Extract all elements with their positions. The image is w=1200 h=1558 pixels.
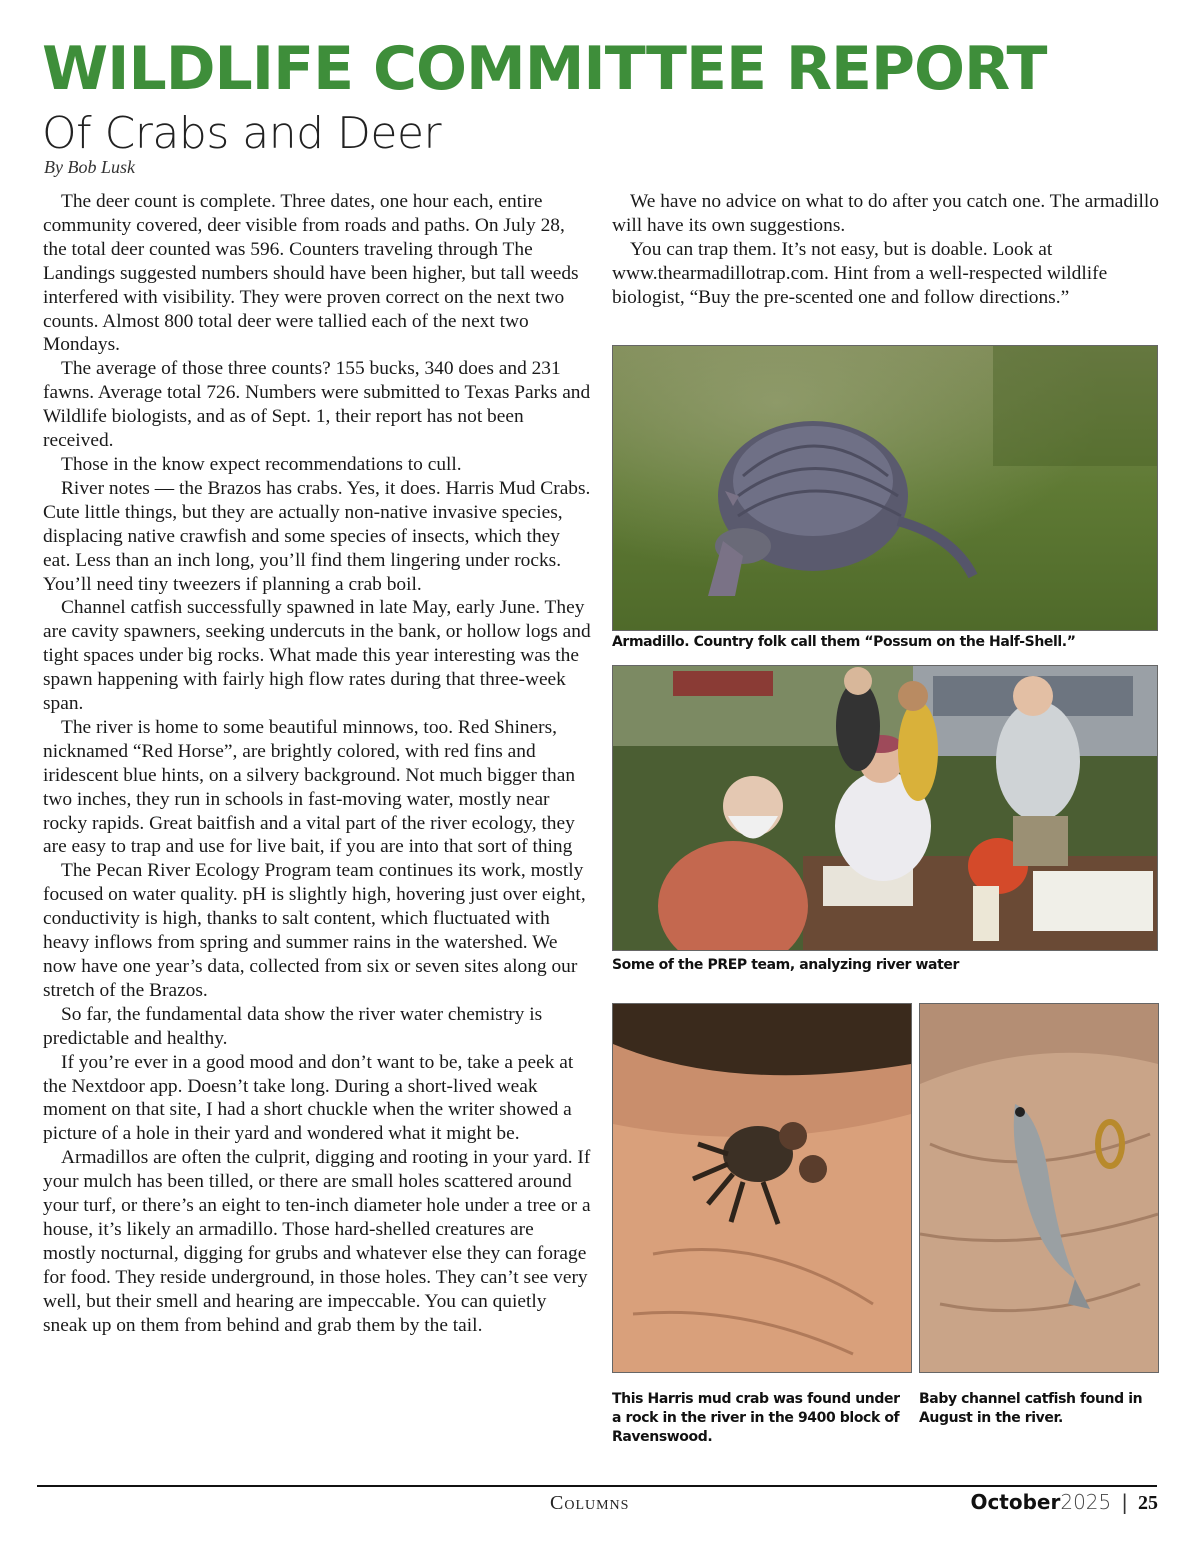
page-number: 25 — [1138, 1492, 1158, 1514]
paragraph: The deer count is complete. Three dates, one hour each, entire community covered, deer visible from roads and paths. On July 28, the total deer counted was 596. Counters traveling through The Landings suggested numbers should have been higher, but tall weeds interfered with visibility. They were proven correct on the next two counts. Almost 800 total deer were tallied each of the next two Mondays. — [43, 191, 579, 356]
crab-caption: This Harris mud crab was found under a rock in the river in the 9400 block of Ravenswood. — [612, 1391, 900, 1445]
prep-team-caption: Some of the PREP team, analyzing river water — [612, 957, 959, 973]
crab-photo — [612, 1003, 912, 1373]
footer-issue-info — [970, 1490, 1158, 1515]
paragraph: The average of those three counts? 155 bucks, 340 does and 231 fawns. Average total 726. Numbers were submitted to Texas Parks and Wildlife biologists, and as of Sept. 1, their report has not been received. — [43, 358, 591, 452]
article-right-column — [612, 190, 1160, 310]
paragraph: Armadillos are often the culprit, digging and rooting in your yard. If your mulch has been tilled, or there are small holes scattered around your turf, or there’s an eight to ten-inch diameter hole under a tree or a house, it’s likely an armadillo. Those hard-shelled creatures are mostly nocturnal, digging for grubs and whatever else they can forage for food. They reside underground, in those holes. They can’t see very well, but their smell and hearing are impeccable. You can quietly sneak up on them from behind and grab them by the tail. — [43, 1147, 591, 1336]
armadillo-caption: Armadillo. Country folk call them “Possum on the Half-Shell.” — [612, 634, 1076, 650]
paragraph: So far, the fundamental data show the river water chemistry is predictable and healthy. — [43, 1003, 543, 1049]
footer-section-name: Columns — [550, 1492, 630, 1514]
catfish-photo — [919, 1003, 1159, 1373]
paragraph: River notes — the Brazos has crabs. Yes, it does. Harris Mud Crabs. Cute little things, but they are actually non-native invasive species, displacing native crawfish and some species of insects, which they eat. Less than an inch long, you’ll find them lingering under rocks. You’ll need tiny tweezers if planning a crab boil. — [43, 477, 591, 595]
footer-month: October — [970, 1490, 1061, 1514]
paragraph: Channel catfish successfully spawned in late May, early June. They are cavity spawners, seeking undercuts in the bank, or hollow logs and tight spaces under big rocks. What made this year interesting was the spawn happening with fairly high flow rates during that three-week span. — [43, 597, 591, 715]
article-subtitle: Of Crabs and Deer — [42, 108, 442, 159]
footer-separator: | — [1121, 1490, 1128, 1514]
article-left-column — [43, 190, 591, 1338]
byline: By Bob Lusk — [44, 157, 135, 177]
paragraph: Those in the know expect recommendations to cull. — [61, 453, 462, 475]
paragraph: The Pecan River Ecology Program team continues its work, mostly focused on water quality. pH is slightly high, hovering just over eight, conductivity is high, thanks to salt content, which fluctuated with heavy inflows from spring and summer rains in the watershed. We now have one year’s data, collected from six or seven sites along our stretch of the Brazos. — [43, 860, 586, 1001]
paragraph: You can trap them. It’s not easy, but is doable. Look at www.thearmadillotrap.com. Hint from a well-respected wildlife biologist, “Buy the pre-scented one and follow directions.” — [612, 238, 1108, 308]
paragraph: We have no advice on what to do after you catch one. The armadillo will have its own suggestions. — [612, 191, 1159, 236]
prep-team-photo — [612, 665, 1158, 951]
footer-rule — [37, 1485, 1157, 1487]
armadillo-photo — [612, 345, 1158, 631]
paragraph: If you’re ever in a good mood and don’t want to be, take a peek at the Nextdoor app. Doesn’t take long. During a short-lived weak moment on that site, I had a short chuckle when the writer showed a picture of a hole in their yard and wondered what it might be. — [43, 1051, 574, 1145]
footer-year: 2025 — [1060, 1490, 1112, 1514]
catfish-caption: Baby channel catfish found in August in the river. — [919, 1391, 1143, 1426]
page-title: WILDLIFE COMMITTEE REPORT — [42, 34, 1047, 104]
paragraph: The river is home to some beautiful minnows, too. Red Shiners, nicknamed “Red Horse”, are brightly colored, with red fins and iridescent blue hints, on a silvery background. Not much bigger than two inches, they run in schools in fast-moving water, mostly near rocky rapids. Great baitfish and a vital part of the river ecology, they are easy to trap and use for live bait, if you are into that sort of thing — [43, 716, 576, 858]
